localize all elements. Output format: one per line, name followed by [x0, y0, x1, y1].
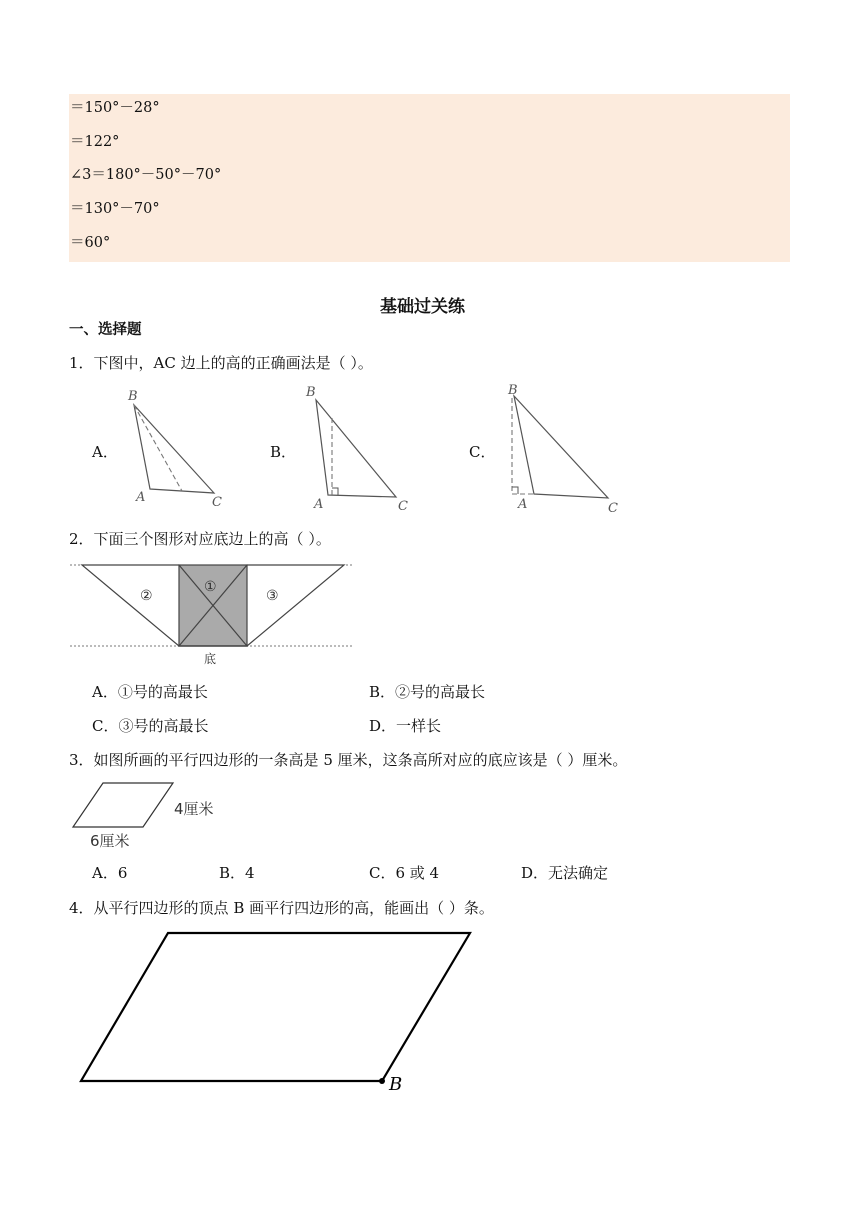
shape-label-2: ②: [140, 588, 153, 604]
solution-line-1: ＝150°－28°: [70, 100, 160, 116]
q1-option-b: B．: [270, 443, 297, 461]
vertex-b-label: B: [389, 1074, 403, 1095]
section-title: 基础过关练: [380, 297, 465, 317]
q1-figure-a: [120, 385, 240, 515]
shape-label-1: ①: [204, 579, 217, 595]
bottom-label: 6厘米: [90, 832, 130, 850]
label-b: B: [128, 389, 138, 404]
q3-option-a: A．6: [92, 864, 128, 882]
height-line-a: [134, 405, 182, 491]
q1-stem: 1．下图中，AC 边上的高的正确画法是（ ）。: [69, 354, 373, 372]
part-heading: 一、选择题: [69, 322, 142, 338]
q3-figure: [70, 780, 230, 855]
label-a: A: [314, 497, 324, 512]
right-angle-mark-b: [332, 488, 338, 495]
q4-stem: 4．从平行四边形的顶点 B 画平行四边形的高，能画出（ ）条。: [69, 899, 494, 917]
large-parallelogram: [81, 933, 470, 1081]
vertex-b-dot: [379, 1078, 385, 1084]
q3-stem: 3．如图所画的平行四边形的一条高是 5 厘米，这条高所对应的底应该是（ ）厘米。: [69, 751, 628, 769]
solution-line-3: ∠3＝180°－50°－70°: [70, 167, 222, 183]
base-label: 底: [204, 652, 217, 666]
parallelogram: [73, 783, 173, 827]
label-c: C: [608, 501, 618, 516]
q1-figure-c: [500, 380, 630, 515]
q1-figure-b: [298, 382, 418, 517]
label-c: C: [398, 499, 408, 514]
label-c: C: [212, 495, 222, 510]
q3-option-c: C．6 或 4: [369, 864, 440, 882]
label-b: B: [508, 383, 518, 398]
label-b: B: [306, 385, 316, 400]
shape-label-3: ③: [266, 588, 279, 604]
side-label: 4厘米: [174, 800, 214, 818]
q2-option-d: D．一样长: [369, 717, 442, 735]
q2-option-a: A．①号的高最长: [92, 683, 208, 701]
q1-option-c: C．: [469, 443, 496, 461]
right-angle-mark-c: [512, 487, 518, 494]
solution-line-2: ＝122°: [70, 134, 120, 150]
q2-figure: [68, 560, 358, 670]
solution-line-5: ＝60°: [70, 235, 111, 251]
triangle-c: [514, 396, 608, 498]
q2-option-c: C．③号的高最长: [92, 717, 209, 735]
q2-option-b: B．②号的高最长: [369, 683, 486, 701]
q1-option-a: A．: [92, 443, 118, 461]
q2-stem: 2．下面三个图形对应底边上的高（ ）。: [69, 530, 331, 548]
triangle-a: [134, 405, 214, 493]
q3-option-d: D．无法确定: [521, 864, 609, 882]
solution-box: [69, 94, 790, 262]
q3-option-b: B．4: [219, 864, 255, 882]
solution-line-4: ＝130°－70°: [70, 201, 160, 217]
q4-figure: [76, 928, 496, 1098]
triangle-b: [316, 400, 396, 497]
label-a: A: [518, 497, 528, 512]
label-a: A: [136, 490, 146, 505]
